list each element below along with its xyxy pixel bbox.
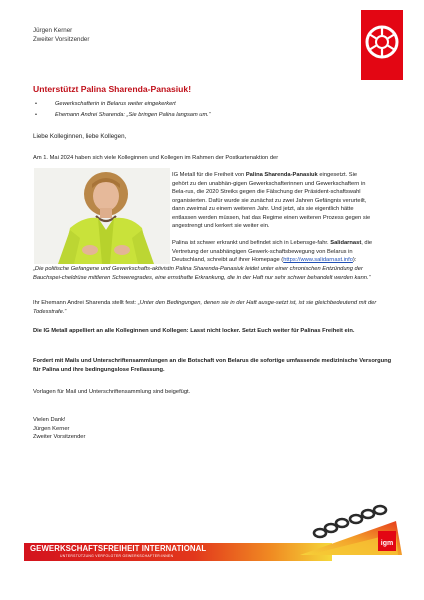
org-name: Salidarnast xyxy=(330,240,362,246)
p1-text-start: IG Metall für die Freiheit von xyxy=(172,172,245,178)
broken-chain-logo xyxy=(300,503,402,569)
paragraph-2-quote: „Die politische Gefangene und Gewerkschafts-aktivistin Palina Sharenda-Panasiuk leidet unter einer chronischen Entzündung der Bauchspei-cheldrüse mittleren Schweregrades, eine ernsthafte Erkrankung, die in der Haft nur sehr schwer behandelt werden kann.“ xyxy=(33,266,371,281)
paragraph-1-right xyxy=(172,171,374,231)
sender-name: Jürgen Kerner xyxy=(33,27,73,34)
paragraph-3 xyxy=(33,299,393,316)
closing-role: Zweiter Vorsitzender xyxy=(33,434,86,441)
paragraph-1-top: Am 1. Mai 2024 haben sich viele Kolleginnen und Kollegen im Rahmen der Postkartenaktion der xyxy=(33,155,279,161)
appeal-paragraph: Die IG Metall appelliert an alle Kolleginnen und Kollegen: Lasst nicht locker. Setzt Euch weiter für Palinas Freiheit ein. xyxy=(33,328,355,334)
bullet-list xyxy=(33,99,211,120)
campaign-banner xyxy=(24,543,332,561)
salidarnast-link[interactable]: https://www.salidarnast.info xyxy=(283,257,353,264)
person-name: Palina Sharenda-Panasiuk xyxy=(245,172,318,178)
ig-metall-logo xyxy=(361,10,403,80)
banner-title: GEWERKSCHAFTSFREIHEIT INTERNATIONAL xyxy=(30,544,207,553)
bullet-item: • Gewerkschafterin in Belarus weiter eingekerkert xyxy=(33,99,211,110)
closing-block xyxy=(33,416,85,442)
chain-logo-text: igm xyxy=(380,540,394,547)
closing-thanks: Vielen Dank! xyxy=(33,417,66,423)
attachments-note: Vorlagen für Mail und Unterschriftensammlung sind beigefügt. xyxy=(33,389,191,395)
banner-subtitle: UNTERSTÜTZUNG VERFOLGTER GEWERKSCHAFTER:INNEN xyxy=(60,554,174,558)
closing-name: Jürgen Kerner xyxy=(33,425,70,432)
p2-text-start: Palina ist schwer erkrankt und befindet sich in Lebensge-fahr. xyxy=(172,240,329,246)
portrait-photo xyxy=(34,168,170,264)
sender-block xyxy=(33,27,89,44)
p2-text-mid: , die Vertretung der unabhängigen Gewerk-schaftsbewegung von Belarus in Deutschland, schreibt auf ihrer Homepage ( xyxy=(172,240,373,264)
demand-paragraph: Fordert mit Mails und Unterschriftensammlungen an die Botschaft von Belarus die sofortige umfassende medizinische Versorgung für Palina und ihre bedingungslose Freilassung. xyxy=(33,358,392,373)
sender-role: Zweiter Vorsitzender xyxy=(33,35,90,43)
p2-text-after-link: ): xyxy=(352,257,357,264)
bullet-item: • Ehemann Andrei Sharenda: „Sie bringen Palina langsam um.“ xyxy=(33,110,211,121)
p3-text: Ihr Ehemann Andrei Sharenda stellt fest: xyxy=(33,300,138,306)
p3-quote: „Unter den Bedingungen, denen sie in der Haft ausge-setzt ist, ist sie gleichbedeutend mit der Todesstrafe.“ xyxy=(33,300,377,315)
salutation: Liebe Kolleginnen, liebe Kollegen, xyxy=(33,133,127,140)
p1-text-rest: eingesetzt. Sie gehört zu den unabhän-gigen Gewerkschafterinnen und Gewerkschaftern in Bela-rus, die 2020 Streiks gegen die Fälschung der Präsident-schaftswahl organisierten. Dafür wurde sie zunächst zu zwei Jahren Gefängnis verurteilt, dann zweimal zu einem weiteren Jahr. Und jetzt, als sie eigentlich hätte entlassen werden müssen, hat das Regime einen weiteren Prozess gegen sie angestrengt und kerkert sie weiter ein. xyxy=(172,172,371,230)
page-title: Unterstützt Palina Sharenda-Panasiuk! xyxy=(33,84,192,94)
paragraph-2-right xyxy=(172,239,374,265)
